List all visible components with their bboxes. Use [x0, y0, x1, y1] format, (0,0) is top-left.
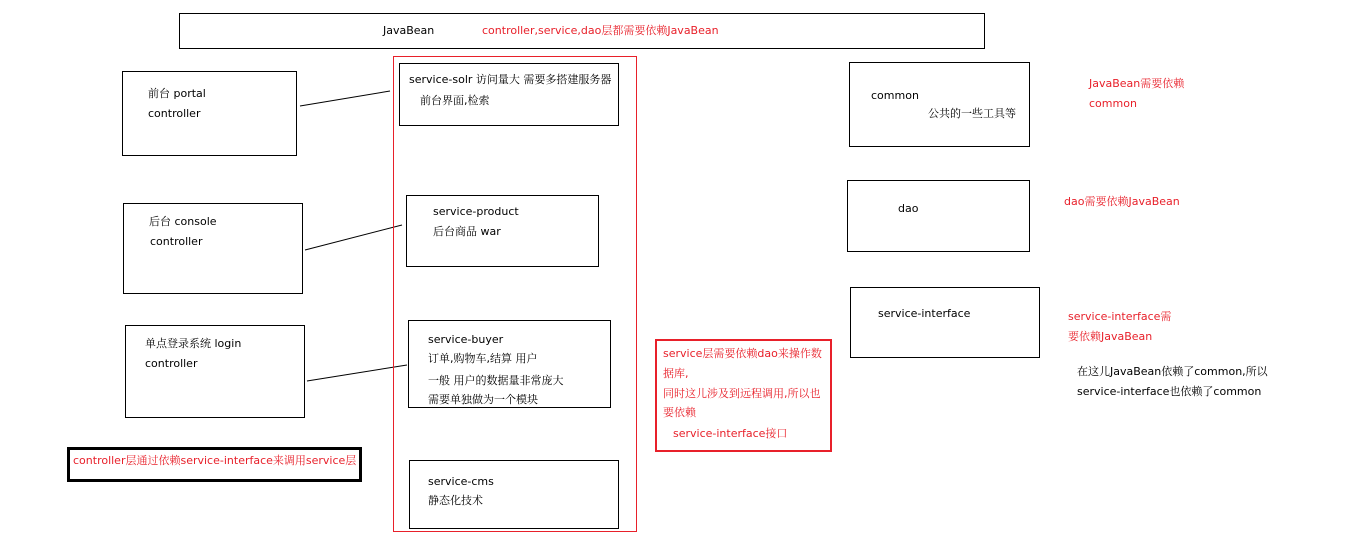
interface-black-note-line1: 在这儿JavaBean依赖了common,所以 — [1077, 365, 1268, 378]
service-product-line2: 后台商品 war — [433, 225, 501, 238]
controller-note: controller层通过依赖service-interface来调用service层 — [73, 454, 357, 467]
service-solr-line2: 前台界面,检索 — [420, 94, 490, 107]
service-cms-line2: 静态化技术 — [428, 494, 483, 507]
console-to-product-line — [305, 225, 402, 250]
console-line2: controller — [150, 235, 203, 248]
javabean-note: controller,service,dao层都需要依赖JavaBean — [482, 24, 719, 37]
portal-line1: 前台 portal — [148, 87, 206, 100]
service-interface-title: service-interface — [878, 307, 971, 320]
service-note-line2: 据库, — [663, 367, 689, 380]
login-to-buyer-line — [307, 365, 407, 381]
service-note-line5: service-interface接口 — [673, 427, 788, 440]
common-note-line2: common — [1089, 97, 1137, 110]
dao-note: dao需要依赖JavaBean — [1064, 195, 1180, 208]
service-cms-line1: service-cms — [428, 475, 494, 488]
login-line1: 单点登录系统 login — [145, 337, 242, 350]
common-title: common — [871, 89, 919, 102]
service-buyer-line3: 一般 用户的数据量非常庞大 — [428, 374, 564, 387]
interface-note-line2: 要依赖JavaBean — [1068, 330, 1153, 343]
common-note-line1: JavaBean需要依赖 — [1089, 77, 1185, 90]
javabean-label: JavaBean — [383, 24, 435, 37]
login-line2: controller — [145, 357, 198, 370]
common-desc: 公共的一些工具等 — [928, 107, 1016, 120]
service-product-line1: service-product — [433, 205, 519, 218]
service-buyer-line1: service-buyer — [428, 333, 504, 346]
portal-line2: controller — [148, 107, 201, 120]
service-note-line1: service层需要依赖dao来操作数 — [663, 347, 822, 360]
service-buyer-line2: 订单,购物车,结算 用户 — [428, 352, 538, 365]
service-note-line3: 同时这儿涉及到远程调用,所以也 — [663, 387, 821, 400]
service-note-line4: 要依赖 — [663, 406, 696, 419]
dao-title: dao — [898, 202, 919, 215]
service-buyer-line4: 需要单独做为一个模块 — [428, 393, 538, 406]
console-line1: 后台 console — [149, 215, 217, 228]
interface-note-line1: service-interface需 — [1068, 310, 1172, 323]
service-solr-line1: service-solr 访问量大 需要多搭建服务器 — [409, 73, 612, 86]
interface-black-note-line2: service-interface也依赖了common — [1077, 385, 1262, 398]
portal-to-solr-line — [300, 91, 390, 106]
dao-box — [847, 180, 1030, 252]
